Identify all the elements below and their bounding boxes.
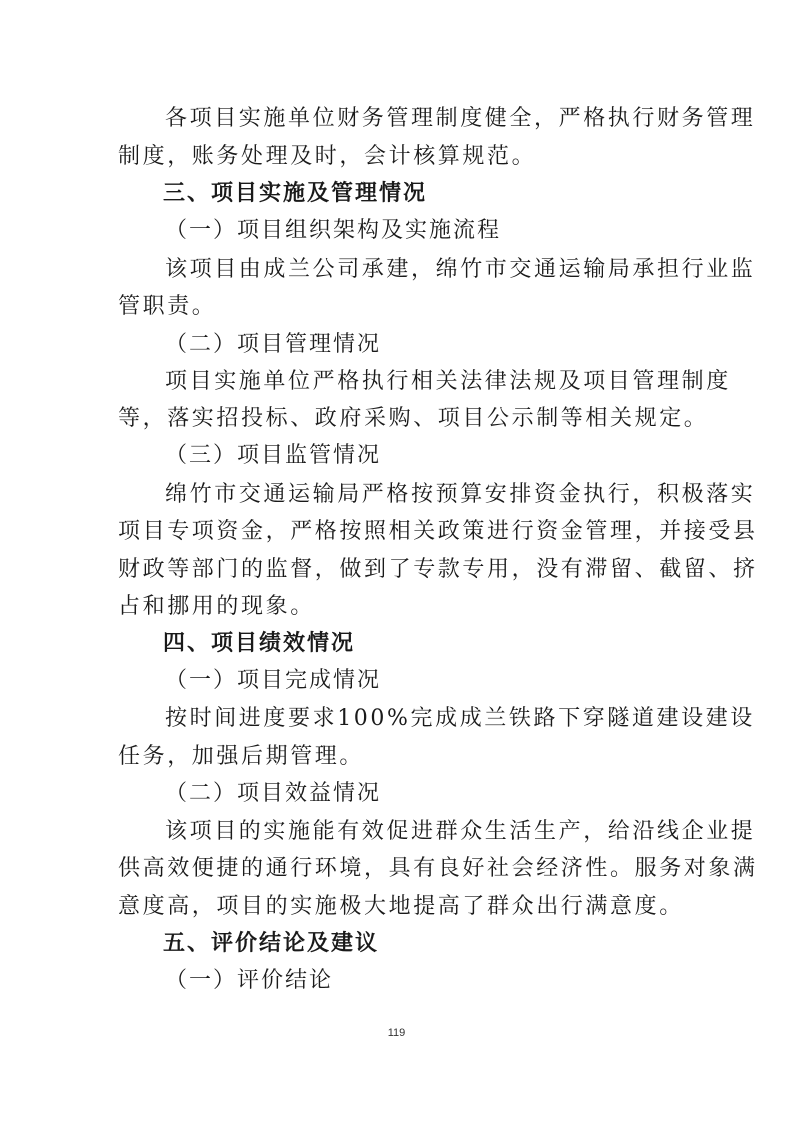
paragraph-line: 按时间进度要求100%完成成兰铁路下穿隧道建设建设	[165, 706, 755, 731]
paragraph-line: 该项目的实施能有效促进群众生活生产，给沿线企业提	[165, 819, 756, 844]
paragraph-line: 各项目实施单位财务管理制度健全，严格执行财务管理	[165, 106, 756, 131]
paragraph-line: 管职责。	[118, 294, 217, 319]
subsection-heading: （二）项目效益情况	[165, 781, 382, 806]
subsection-heading: （二）项目管理情况	[165, 332, 382, 357]
subsection-heading: （一）项目完成情况	[165, 668, 382, 693]
paragraph-line: 项目实施单位严格执行相关法律法规及项目管理制度	[165, 369, 731, 394]
subsection-heading: （三）项目监管情况	[165, 443, 382, 468]
paragraph-line: 该项目由成兰公司承建，绵竹市交通运输局承担行业监	[165, 257, 756, 282]
paragraph-line: 制度，账务处理及时，会计核算规范。	[118, 144, 537, 169]
subsection-heading: （一）项目组织架构及实施流程	[165, 218, 502, 243]
paragraph-line: 财政等部门的监督，做到了专款专用，没有滞留、截留、挤	[118, 557, 758, 582]
paragraph-line: 等，落实招投标、政府采购、项目公示制等相关规定。	[118, 406, 709, 431]
page-number: 119	[387, 1027, 406, 1039]
paragraph-line: 绵竹市交通运输局严格按预算安排资金执行，积极落实	[165, 482, 756, 507]
paragraph-line: 意度高，项目的实施极大地提高了群众出行满意度。	[118, 894, 684, 919]
section-heading: 四、项目绩效情况	[163, 631, 356, 656]
paragraph-line: 任务，加强后期管理。	[118, 744, 365, 769]
paragraph-line: 供高效便捷的通行环境，具有良好社会经济性。服务对象满	[118, 856, 758, 881]
paragraph-line: 占和挪用的现象。	[118, 594, 315, 619]
section-heading: 五、评价结论及建议	[163, 931, 380, 956]
section-heading: 三、项目实施及管理情况	[163, 181, 428, 206]
subsection-heading: （一）评价结论	[165, 968, 334, 993]
paragraph-line: 项目专项资金，严格按照相关政策进行资金管理，并接受县	[118, 519, 758, 544]
